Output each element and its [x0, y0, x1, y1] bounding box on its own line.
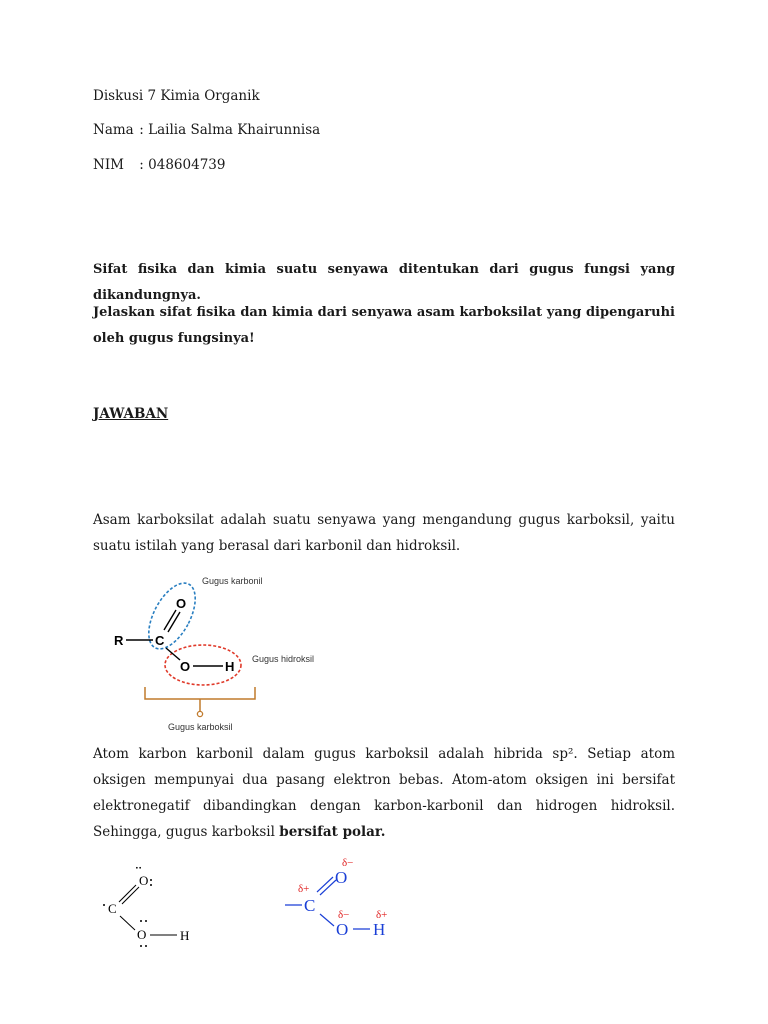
- double-bond-2: [168, 612, 180, 632]
- nim-label: NIM: [93, 157, 124, 173]
- answer-heading: JAWABAN: [93, 406, 169, 422]
- nim-row: [93, 157, 225, 173]
- delta-o-top: δ−: [342, 857, 354, 869]
- atom-h: H: [373, 920, 386, 939]
- atom-c: C: [108, 901, 117, 916]
- atom-o-top: O: [335, 868, 348, 887]
- atom-o-top: O: [139, 873, 149, 888]
- document-title: Diskusi 7 Kimia Organik: [93, 88, 260, 104]
- paragraph-2-bold: bersifat polar.: [279, 824, 386, 840]
- delta-c: δ+: [298, 883, 310, 895]
- nama-separator: :: [139, 122, 144, 138]
- partial-charge-diagram: [280, 852, 410, 942]
- bracket-dot: [197, 711, 202, 716]
- answer-paragraph-2: [93, 741, 675, 845]
- atom-c: C: [155, 633, 165, 648]
- nama-value: Lailia Salma Khairunnisa: [148, 122, 321, 138]
- double-bond-2: [122, 887, 139, 904]
- paragraph-2-text: Atom karbon karbonil dalam gugus karboksil adalah hibrida sp². Setiap atom oksigen mempunyai dua pasang elektron bebas. Atom-atom oksigen ini bersifat elektronegatif dibandingkan dengan karbon-karbonil dan hidrogen hidroksil. Sehingga, gugus karboksil: [93, 746, 675, 840]
- atom-h: H: [225, 659, 235, 674]
- label-gugus-hidroksil: Gugus hidroksil: [252, 654, 315, 664]
- nim-value: 048604739: [148, 157, 226, 173]
- atom-o-bottom: O: [137, 927, 147, 942]
- question-line-1: Sifat fisika dan kimia suatu senyawa ditentukan dari gugus fungsi yang dikandungnya.: [93, 262, 675, 303]
- lewis-structure-diagram: [92, 858, 212, 953]
- nim-separator: :: [139, 157, 144, 173]
- label-gugus-karbonil: Gugus karbonil: [202, 576, 263, 586]
- nama-row: [93, 122, 320, 138]
- nama-label: Nama: [93, 122, 134, 138]
- answer-paragraph-1: Asam karboksilat adalah suatu senyawa yang mengandung gugus karboksil, yaitu suatu istilah yang berasal dari karbonil dan hidroksil.: [93, 512, 675, 554]
- double-bond-1: [119, 885, 136, 902]
- atom-r: R: [114, 633, 124, 648]
- delta-o-bottom: δ−: [338, 909, 350, 921]
- atom-o-top: O: [176, 596, 187, 611]
- carboxyl-group-diagram: [100, 570, 340, 735]
- label-gugus-karboksil: Gugus karboksil: [168, 722, 233, 732]
- karboksil-bracket: [145, 687, 255, 699]
- delta-h: δ+: [376, 909, 388, 921]
- dots-top: :: [133, 866, 145, 870]
- bond-c-o: [320, 914, 334, 926]
- atom-c: C: [304, 896, 316, 915]
- double-bond-1: [164, 610, 176, 630]
- atom-h: H: [180, 928, 190, 943]
- atom-o-bottom: O: [180, 659, 191, 674]
- bond-c-o: [120, 916, 135, 930]
- atom-o-bottom: O: [336, 920, 349, 939]
- question-line-2: Jelaskan sifat fisika dan kimia dari senyawa asam karboksilat yang dipengaruhi oleh gugus fungsinya!: [93, 305, 675, 346]
